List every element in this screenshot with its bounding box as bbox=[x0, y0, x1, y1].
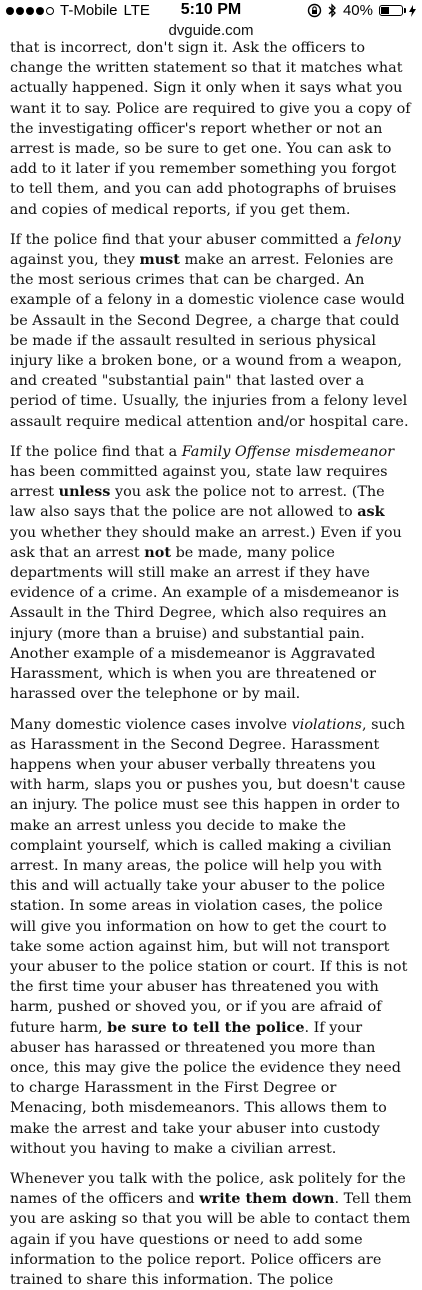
status-bar bbox=[0, 0, 422, 22]
status-time: 5:10 PM bbox=[180, 1, 242, 18]
charging-icon bbox=[409, 5, 416, 17]
emphasis-must: must bbox=[139, 251, 180, 269]
term-felony: felony bbox=[356, 231, 401, 248]
term-violations: violations bbox=[291, 716, 362, 733]
url-domain: dvguide.com bbox=[168, 22, 254, 39]
battery-icon bbox=[379, 5, 403, 16]
paragraph-violations: Many domestic violence cases involve violations, such as Harassment in the Second Degree. Harassment happens when your abuser verbally threatens you with harm, slaps you or pushes you, but doesn't cause an injury. The police must see this happen in order to make an arrest unless you decide to make the complaint yourself, which is called making a civilian arrest. In many areas, the police will help you with this and will actually take your abuser to the police station. In some areas in violation cases, the police will give you information on how to get the court to take some action against him, but will not transport your abuser to the police station or court. If this is not the first time your abuser has threatened you with harm, pushed or shoved you, or if you are afraid of future harm, be sure to tell the police. If your abuser has harassed or threatened you more than once, this may give the police the evidence they need to charge Harassment in the First Degree or Menacing, both misdemeanors. This allows them to make the arrest and take your abuser into custody without you having to make a civilian arrest. bbox=[10, 716, 408, 1157]
emphasis-not: not bbox=[144, 543, 171, 561]
battery-percent: 40% bbox=[342, 2, 373, 19]
paragraph-misdemeanor: If the police find that a Family Offense misdemeanor has been committed against you, state law requires arrest unless you ask the police not to arrest. (The law also says that the police are not allowed to ask you whether they should make an arrest.) Even if you ask that an arrest not be made, many police departments will still make an arrest if they have evidence of a crime. An example of a misdemeanor is Assault in the Third Degree, which also requires an injury (more than a bruise) and substantial pain. Another example of a misdemeanor is Aggravated Harassment, which is when you are threatened or harassed over the telephone or by mail. bbox=[10, 443, 402, 703]
paragraph-officer-names: Whenever you talk with the police, ask politely for the names of the officers and write them down. Tell them you are asking so that you will be able to contact them again if you have questions or need to add some information to the police report. Police officers are trained to share this information. The police bbox=[10, 1170, 412, 1288]
bluetooth-icon bbox=[328, 3, 337, 18]
paragraph-police-report: that is incorrect, don't sign it. Ask the officers to change the written statement so that it matches what actually happened. Sign it only when it says what you want it to say. Police are required to give you a copy of the investigating officer's report whether or not an arrest is made, so be sure to get one. You can ask to add to it later if you remember something you forgot to tell them, and you can add photographs of bruises and copies of medical reports, if you get them. bbox=[10, 40, 411, 218]
emphasis-write-down: write them down bbox=[199, 1190, 335, 1208]
network-type: LTE bbox=[123, 2, 150, 19]
term-family-offense: Family Offense misdemeanor bbox=[181, 443, 395, 460]
carrier-name: T-Mobile bbox=[60, 2, 118, 19]
rotation-lock-icon bbox=[307, 3, 322, 18]
status-icons bbox=[307, 2, 416, 19]
paragraph-felony: If the police find that your abuser committed a felony against you, they must make an arrest. Felonies are the most serious crimes that can be charged. An example of a felony in a domestic violence case would be Assault in the Second Degree, a charge that could be made if the assault resulted in serious physical injury like a broken bone, or a wound from a weapon, and created "substantial pain" that lasted over a period of time. Usually, the injuries from a felony level assault require medical attention and/or hospital care. bbox=[10, 231, 409, 430]
article-content bbox=[10, 40, 412, 1288]
emphasis-tell-police: be sure to tell the police bbox=[107, 1018, 305, 1036]
emphasis-ask: ask bbox=[357, 503, 385, 521]
emphasis-unless: unless bbox=[58, 483, 111, 501]
